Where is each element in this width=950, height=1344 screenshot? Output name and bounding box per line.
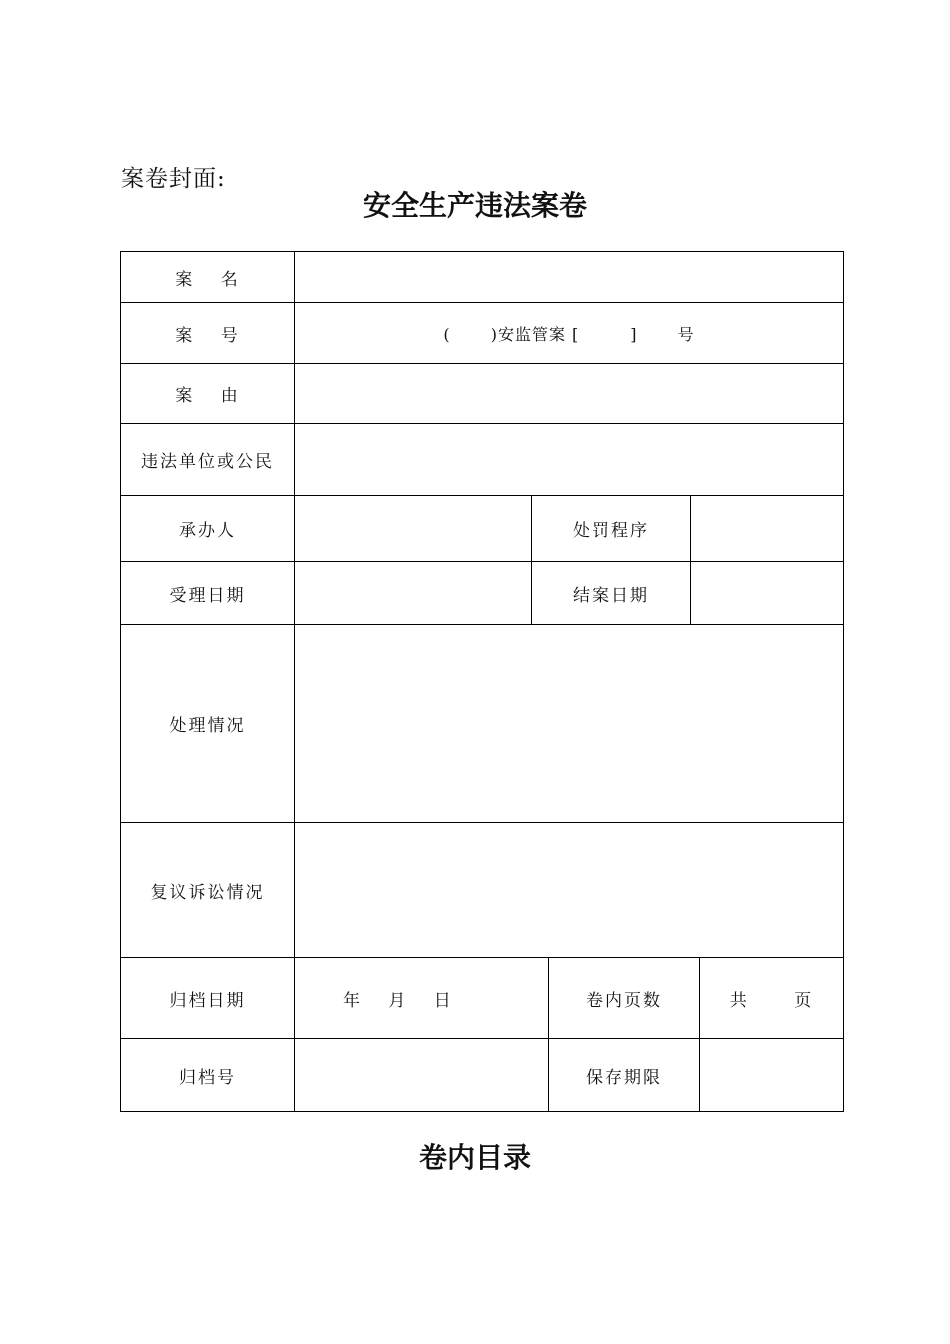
row-review-litigation bbox=[120, 822, 844, 957]
handling-value[interactable] bbox=[294, 624, 844, 822]
row-case-number bbox=[120, 302, 844, 363]
case-number-label: 案 号 bbox=[120, 302, 294, 363]
review-litigation-value[interactable] bbox=[294, 822, 844, 957]
violator-value[interactable] bbox=[294, 423, 844, 495]
violator-label: 违法单位或公民 bbox=[120, 423, 294, 495]
accept-date-label: 受理日期 bbox=[120, 561, 294, 624]
review-litigation-label: 复议诉讼情况 bbox=[120, 822, 294, 957]
cover-heading-label: 案卷封面: bbox=[121, 166, 226, 192]
row-dates bbox=[120, 561, 844, 624]
archive-date-label: 归档日期 bbox=[120, 957, 294, 1038]
retention-label: 保存期限 bbox=[548, 1038, 699, 1112]
page-count-label: 卷内页数 bbox=[548, 957, 699, 1038]
row-case-name bbox=[120, 251, 844, 302]
archive-number-label: 归档号 bbox=[120, 1038, 294, 1112]
row-archive-number bbox=[120, 1038, 844, 1112]
case-cause-value[interactable] bbox=[294, 363, 844, 423]
toc-title: 卷内目录 bbox=[418, 1141, 531, 1174]
row-handler bbox=[120, 495, 844, 561]
accept-date-value[interactable] bbox=[294, 561, 531, 624]
page-count-value[interactable]: 共 页 bbox=[699, 957, 844, 1038]
penalty-procedure-value[interactable] bbox=[690, 495, 844, 561]
close-date-value[interactable] bbox=[690, 561, 844, 624]
close-date-label: 结案日期 bbox=[531, 561, 690, 624]
row-handling bbox=[120, 624, 844, 822]
case-name-value[interactable] bbox=[294, 251, 844, 302]
case-number-value[interactable]: ( )安监管案 [ ] 号 bbox=[294, 302, 844, 363]
handler-label: 承办人 bbox=[120, 495, 294, 561]
archive-number-value[interactable] bbox=[294, 1038, 548, 1112]
handler-value[interactable] bbox=[294, 495, 531, 561]
document-title: 安全生产违法案卷 bbox=[362, 189, 587, 222]
case-cause-label: 案 由 bbox=[120, 363, 294, 423]
row-archive-date bbox=[120, 957, 844, 1038]
penalty-procedure-label: 处罚程序 bbox=[531, 495, 690, 561]
handling-label: 处理情况 bbox=[120, 624, 294, 822]
archive-date-value[interactable]: 年 月 日 bbox=[294, 957, 548, 1038]
row-case-cause bbox=[120, 363, 844, 423]
retention-value[interactable] bbox=[699, 1038, 844, 1112]
case-name-label: 案 名 bbox=[120, 251, 294, 302]
row-violator bbox=[120, 423, 844, 495]
